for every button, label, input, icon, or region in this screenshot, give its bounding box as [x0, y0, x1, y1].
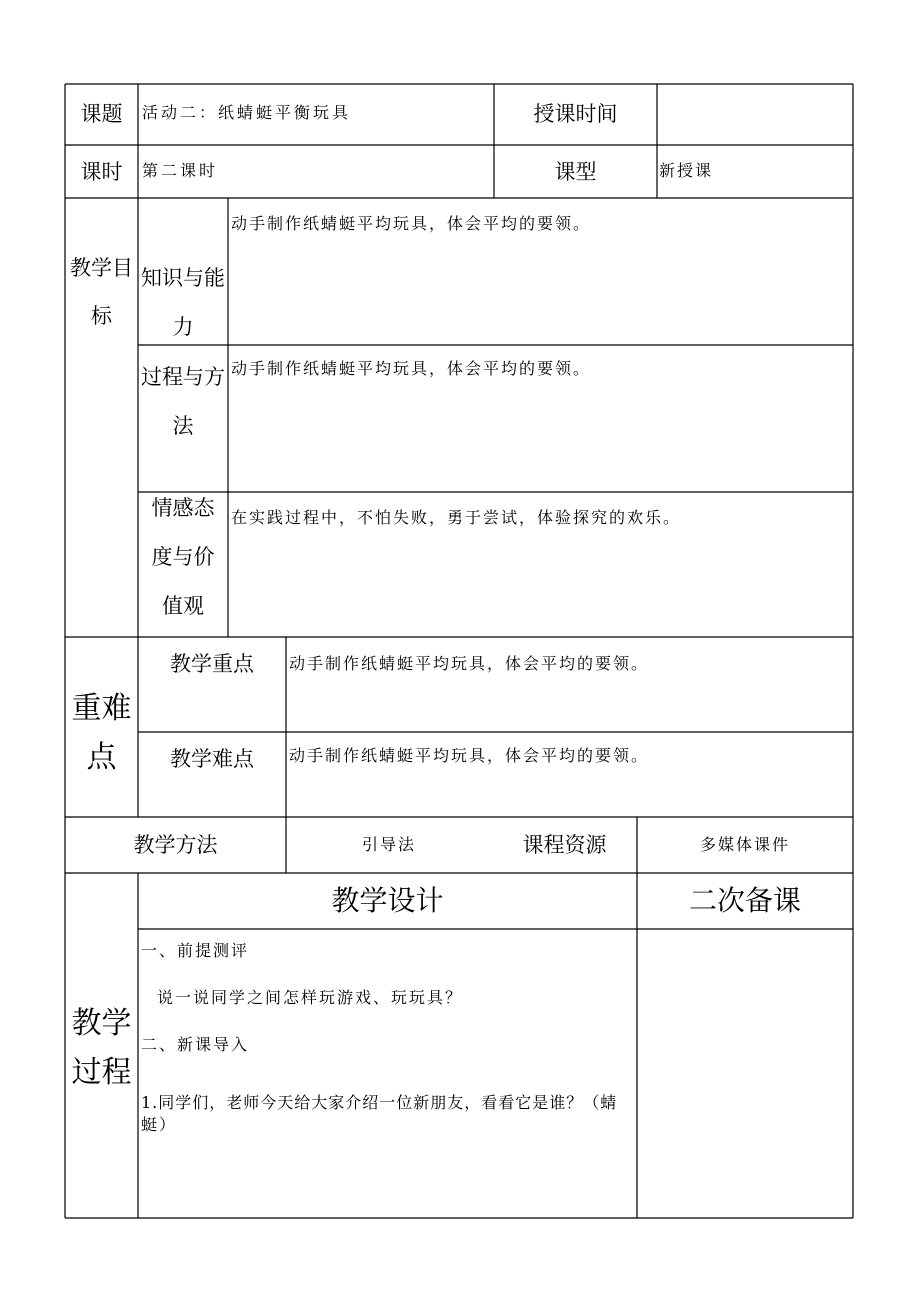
focus-label: 教学重点 [170, 652, 254, 676]
resource-value: 多媒体课件 [699, 835, 790, 854]
period-label: 课时 [80, 160, 123, 184]
prep-heading: 二次备课 [688, 884, 801, 917]
difficulty-text: 动手制作纸蜻蜓平均玩具，体会平均的要领。 [289, 746, 650, 765]
process-method-label-line2: 法 [172, 414, 194, 438]
method-label: 教学方法 [133, 833, 218, 857]
difficulty-label: 教学难点 [170, 747, 254, 771]
process-line-2: 说一说同学之间怎样玩游戏、玩玩具？ [157, 988, 464, 1007]
attitude-label-line1: 情感态 [151, 496, 215, 520]
attitude-label-line2: 度与价 [151, 545, 215, 569]
period-value: 第二课时 [142, 161, 219, 180]
attitude-text: 在实践过程中，不怕失败，勇于尝试，体验探究的欢乐。 [231, 508, 682, 527]
process-label-line1: 教学 [71, 1006, 132, 1041]
time-label: 授课时间 [533, 102, 618, 126]
knowledge-text: 动手制作纸蜻蜓平均玩具，体会平均的要领。 [231, 214, 592, 233]
key-points-label-line1: 重难 [71, 691, 132, 726]
topic-value: 活动二：纸蜻蜓平衡玩具 [142, 103, 352, 122]
objectives-label-line2: 标 [91, 304, 112, 328]
design-heading: 教学设计 [331, 884, 444, 917]
attitude-label-line3: 值观 [162, 594, 204, 618]
process-line-1: 一、前提测评 [141, 941, 250, 960]
focus-text: 动手制作纸蜻蜓平均玩具，体会平均的要领。 [289, 654, 650, 673]
topic-label: 课题 [80, 102, 123, 126]
knowledge-label-line2: 力 [172, 315, 194, 339]
type-value: 新授课 [659, 161, 714, 180]
key-points-label-line2: 点 [86, 740, 117, 775]
resource-label: 课程资源 [522, 833, 607, 857]
process-line-4: 1.同学们，老师今天给大家介绍一位新朋友，看看它是谁？（蜻 [141, 1093, 618, 1112]
method-value: 引导法 [361, 835, 416, 854]
process-method-text: 动手制作纸蜻蜓平均玩具，体会平均的要领。 [231, 359, 592, 378]
knowledge-label-line1: 知识与能 [141, 266, 225, 290]
process-line-5: 蜓） [141, 1115, 178, 1134]
process-method-label-line1: 过程与方 [141, 365, 225, 389]
type-label: 课型 [554, 160, 597, 184]
process-label-line2: 过程 [71, 1055, 132, 1090]
objectives-label-line1: 教学目 [70, 256, 133, 280]
process-line-3: 二、新课导入 [141, 1035, 250, 1054]
